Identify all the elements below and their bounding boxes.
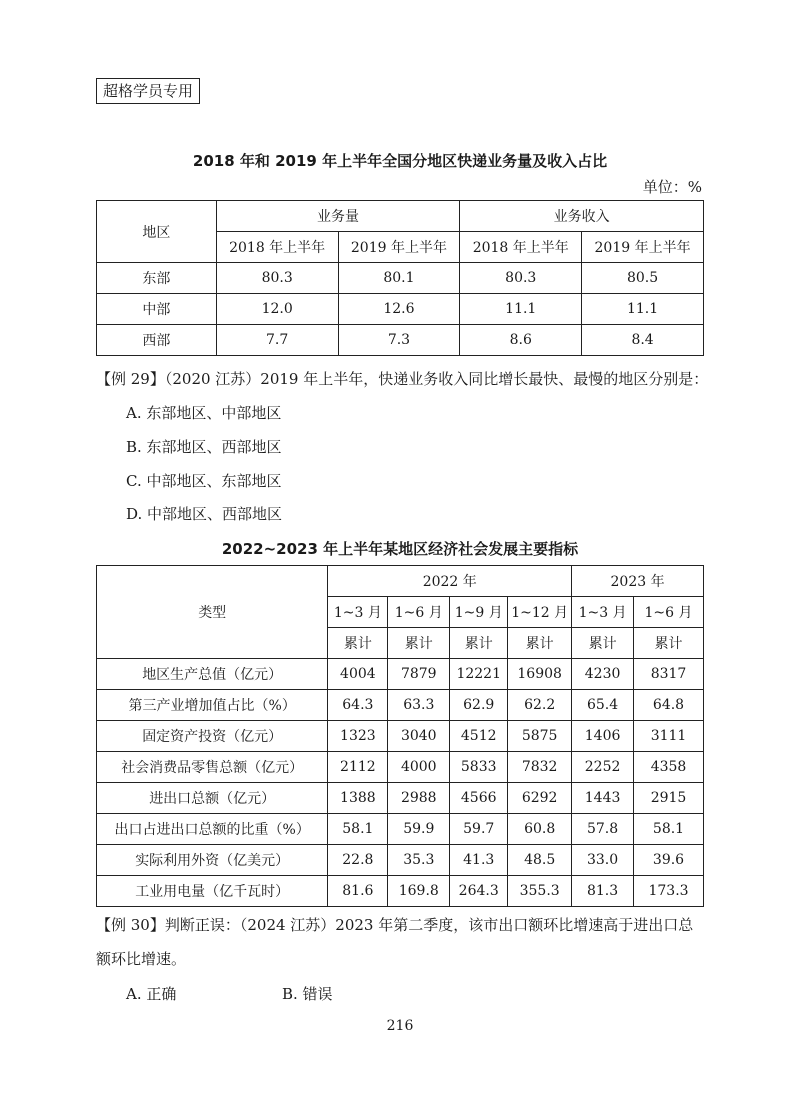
header-volume: 业务量 (216, 201, 460, 232)
table-row (97, 325, 704, 356)
cell: 81.3 (572, 876, 634, 907)
header-period: 1~9 月 (450, 597, 508, 628)
cell: 35.3 (388, 845, 450, 876)
cell: 59.7 (450, 814, 508, 845)
header-sub: 2018 年上半年 (216, 232, 338, 263)
cell: 2112 (328, 752, 388, 783)
header-sub: 2018 年上半年 (460, 232, 582, 263)
cell: 80.1 (338, 263, 460, 294)
cell: 57.8 (572, 814, 634, 845)
header-2023: 2023 年 (572, 566, 704, 597)
cell: 7879 (388, 659, 450, 690)
header-cumulative: 累计 (572, 628, 634, 659)
cell: 64.8 (634, 690, 704, 721)
exclusive-tag: 超格学员专用 (96, 78, 200, 104)
cell: 8.4 (582, 325, 704, 356)
header-period: 1~3 月 (328, 597, 388, 628)
row-label: 第三产业增加值占比（%） (97, 690, 328, 721)
header-cumulative: 累计 (634, 628, 704, 659)
q29-option-b: B. 东部地区、西部地区 (126, 438, 282, 456)
cell: 4566 (450, 783, 508, 814)
cell: 3111 (634, 721, 704, 752)
cell: 12.6 (338, 294, 460, 325)
cell: 80.3 (216, 263, 338, 294)
row-label: 固定资产投资（亿元） (97, 721, 328, 752)
q29-option-d: D. 中部地区、西部地区 (126, 505, 283, 523)
table-row (97, 294, 704, 325)
cell: 39.6 (634, 845, 704, 876)
cell: 58.1 (634, 814, 704, 845)
row-label: 工业用电量（亿千瓦时） (97, 876, 328, 907)
cell: 16908 (508, 659, 572, 690)
cell: 355.3 (508, 876, 572, 907)
cell: 41.3 (450, 845, 508, 876)
cell: 1443 (572, 783, 634, 814)
table-row (97, 690, 704, 721)
header-region: 地区 (97, 201, 217, 263)
cell: 7832 (508, 752, 572, 783)
cell: 80.3 (460, 263, 582, 294)
header-cumulative: 累计 (508, 628, 572, 659)
cell: 169.8 (388, 876, 450, 907)
table-row (97, 876, 704, 907)
cell: 7.7 (216, 325, 338, 356)
header-2022: 2022 年 (328, 566, 572, 597)
cell: 12.0 (216, 294, 338, 325)
header-cumulative: 累计 (388, 628, 450, 659)
cell: 4000 (388, 752, 450, 783)
cell: 3040 (388, 721, 450, 752)
cell: 4512 (450, 721, 508, 752)
header-period: 1~3 月 (572, 597, 634, 628)
cell: 63.3 (388, 690, 450, 721)
row-label: 地区生产总值（亿元） (97, 659, 328, 690)
cell: 2252 (572, 752, 634, 783)
row-label: 东部 (97, 263, 217, 294)
row-label: 社会消费品零售总额（亿元） (97, 752, 328, 783)
cell: 22.8 (328, 845, 388, 876)
cell: 48.5 (508, 845, 572, 876)
cell: 1388 (328, 783, 388, 814)
cell: 12221 (450, 659, 508, 690)
header-sub: 2019 年上半年 (338, 232, 460, 263)
header-period: 1~6 月 (388, 597, 450, 628)
header-sub: 2019 年上半年 (582, 232, 704, 263)
question-30-stem-line1: 【例 30】判断正误：（2024 江苏）2023 年第二季度，该市出口额环比增速高于进出口总 (96, 916, 694, 934)
page-number: 216 (386, 1018, 414, 1034)
cell: 64.3 (328, 690, 388, 721)
header-period: 1~6 月 (634, 597, 704, 628)
cell: 8317 (634, 659, 704, 690)
cell: 2988 (388, 783, 450, 814)
table1-title: 2018 年和 2019 年上半年全国分地区快递业务量及收入占比 (192, 152, 608, 170)
express-delivery-table (96, 200, 704, 356)
table-row (97, 783, 704, 814)
cell: 60.8 (508, 814, 572, 845)
q30-option-b: B. 错误 (282, 985, 333, 1003)
table-row (97, 752, 704, 783)
cell: 62.2 (508, 690, 572, 721)
cell: 173.3 (634, 876, 704, 907)
header-revenue: 业务收入 (460, 201, 704, 232)
row-label: 中部 (97, 294, 217, 325)
question-30-stem-line2: 额环比增速。 (96, 950, 187, 968)
cell: 1406 (572, 721, 634, 752)
header-cumulative: 累计 (328, 628, 388, 659)
cell: 62.9 (450, 690, 508, 721)
cell: 80.5 (582, 263, 704, 294)
cell: 6292 (508, 783, 572, 814)
question-29-stem: 【例 29】（2020 江苏）2019 年上半年，快递业务收入同比增长最快、最慢的地区分别是： (96, 370, 709, 388)
q29-option-a: A. 东部地区、中部地区 (126, 404, 282, 422)
table1-unit: 单位：% (642, 178, 702, 196)
header-cumulative: 累计 (450, 628, 508, 659)
economic-indicators-table (96, 565, 704, 907)
cell: 4004 (328, 659, 388, 690)
table-row (97, 263, 704, 294)
table2-title: 2022~2023 年上半年某地区经济社会发展主要指标 (221, 540, 579, 558)
row-label: 出口占进出口总额的比重（%） (97, 814, 328, 845)
table-row (97, 814, 704, 845)
cell: 33.0 (572, 845, 634, 876)
row-label: 实际利用外资（亿美元） (97, 845, 328, 876)
cell: 8.6 (460, 325, 582, 356)
table-row (97, 659, 704, 690)
table-row (97, 845, 704, 876)
cell: 81.6 (328, 876, 388, 907)
cell: 2915 (634, 783, 704, 814)
cell: 4230 (572, 659, 634, 690)
cell: 264.3 (450, 876, 508, 907)
cell: 59.9 (388, 814, 450, 845)
cell: 58.1 (328, 814, 388, 845)
cell: 5833 (450, 752, 508, 783)
header-period: 1~12 月 (508, 597, 572, 628)
cell: 11.1 (582, 294, 704, 325)
row-label: 进出口总额（亿元） (97, 783, 328, 814)
q29-option-c: C. 中部地区、东部地区 (126, 472, 282, 490)
cell: 7.3 (338, 325, 460, 356)
cell: 4358 (634, 752, 704, 783)
cell: 65.4 (572, 690, 634, 721)
q30-option-a: A. 正确 (126, 985, 177, 1003)
cell: 11.1 (460, 294, 582, 325)
table-row (97, 721, 704, 752)
cell: 1323 (328, 721, 388, 752)
row-label: 西部 (97, 325, 217, 356)
cell: 5875 (508, 721, 572, 752)
header-type: 类型 (97, 566, 328, 659)
